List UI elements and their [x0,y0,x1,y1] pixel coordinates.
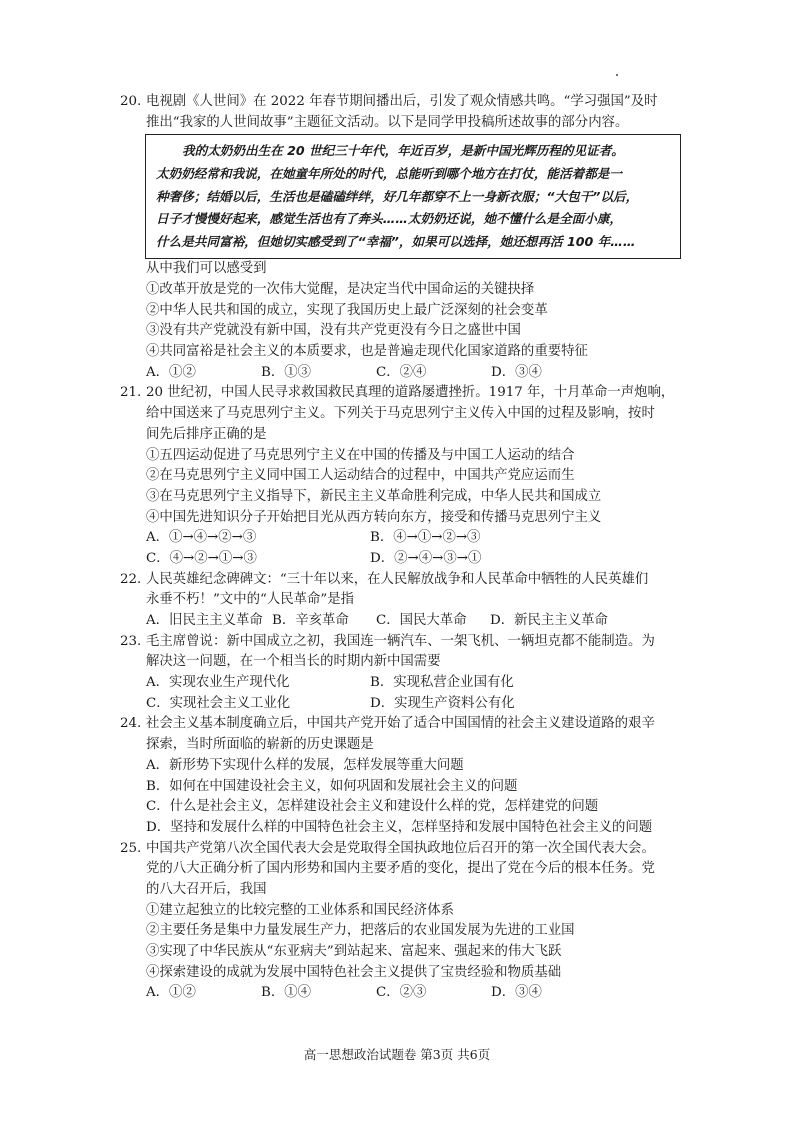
option-a[interactable]: A．①→④→②→③ [146,530,257,546]
statement-item: ④共同富裕是社会主义的本质要求，也是普遍走现代化国家道路的重要特征 [146,344,588,360]
question-stem: 中国共产党第八次全国代表大会是党取得全国执政地位后召开的第一次全国代表大会。 [146,840,655,856]
option-a[interactable]: A．①② [146,985,196,1001]
answer-options [146,363,680,384]
option-a[interactable]: A．①② [146,364,196,380]
question-20 [120,92,680,383]
option-a[interactable]: A．新形势下实现什么样的发展，怎样发展等重大问题 [146,757,464,773]
excerpt-line: 我的太奶奶出生在 20 世纪三十年代，年近百岁，是新中国光辉历程的见证者。 [182,143,624,159]
question-stem: 的八大召开后，我国 [146,881,267,897]
question-stem: 党的八大正确分析了国内形势和国内主要矛盾的变化，提出了党在今后的根本任务。党 [146,861,655,877]
question-21 [120,383,680,569]
statement-item: ④中国先进知识分子开始把目光从西方转向东方，接受和传播马克思列宁主义 [146,509,602,525]
option-c[interactable]: C．国民大革命 [376,613,467,629]
question-number: 25. [120,840,142,856]
statement-item: ②主要任务是集中力量发展生产力，把落后的农业国发展为先进的工业国 [146,923,575,939]
excerpt-line: 什么是共同富裕，但她切实感受到了“幸福”，如果可以选择，她还想再活 100 年…… [156,233,636,249]
page-footer: 高一思想政治试题卷 第3页 共6页 [303,1047,491,1062]
statement-item: ④探索建设的成就为发展中国特色社会主义提供了宝贵经验和物质基础 [146,964,562,980]
option-c[interactable]: C．什么是社会主义，怎样建设社会主义和建设什么样的党，怎样建党的问题 [146,799,599,815]
question-stem: 给中国送来了马克思列宁主义。下列关于马克思列宁主义传入中国的过程及影响，按时 [146,406,655,422]
answer-options-row [146,528,680,549]
answer-options-row [146,694,680,715]
question-23 [120,632,680,715]
question-24 [120,714,680,838]
option-b[interactable]: B．如何在中国建设社会主义，如何巩固和发展社会主义的问题 [146,778,518,794]
question-list [120,92,680,1004]
option-c[interactable]: C．实现社会主义工业化 [146,695,291,711]
statement-item: ①五四运动促进了马克思列宁主义在中国的传播及与中国工人运动的结合 [146,447,575,463]
option-d[interactable]: D．实现生产资料公有化 [370,695,515,711]
question-stem: 社会主义基本制度确立后，中国共产党开始了适合中国国情的社会主义建设道路的艰辛 [146,716,655,732]
excerpt-line: 太奶奶经常和我说，在她童年所处的时代，总能听到哪个地方在打仗，能活着都是一 [156,165,622,181]
option-b[interactable]: B．实现私营企业国有化 [370,675,514,691]
option-d[interactable]: D．②→④→③→① [370,550,482,566]
answer-options [146,611,680,632]
statement-item: ③没有共产党就没有新中国，没有共产党更没有今日之盛世中国 [146,323,521,339]
statement-item: ①建立起独立的比较完整的工业体系和国民经济体系 [146,902,454,918]
speck [616,74,618,76]
option-b[interactable]: B．④→①→②→③ [370,530,481,546]
answer-options-row [146,673,680,694]
option-d[interactable]: D．③④ [491,364,542,380]
question-stem: 永垂不朽！”文中的“人民革命”是指 [146,592,355,608]
question-stem: 间先后排序正确的是 [146,426,267,442]
question-stem: 人民英雄纪念碑碑文：“三十年以来，在人民解放战争和人民革命中牺牲的人民英雄们 [146,571,649,587]
question-number: 20. [120,94,142,109]
question-stem: 电视剧《人世间》在 2022 年春节期间播出后，引发了观众情感共鸣。“学习强国”及时 [146,94,658,109]
option-b[interactable]: B．辛亥革命 [272,613,349,629]
excerpt-line: 种奢侈；结婚以后，生活也是磕磕绊绊，好几年都穿不上一身新衣服；“大包干”以后， [156,188,639,204]
question-stem: 毛主席曾说：新中国成立之初，我国连一辆汽车、一架飞机、一辆坦克都不能制造。为 [146,633,655,649]
question-number: 21. [120,385,142,401]
question-stem: 解决这一问题，在一个相当长的时期内新中国需要 [146,654,441,670]
question-number: 22. [120,571,142,587]
statement-item: ②在马克思列宁主义同中国工人运动结合的过程中，中国共产党应运而生 [146,468,575,484]
answer-options [146,983,680,1004]
option-d[interactable]: D．③④ [491,985,542,1001]
question-25 [120,839,680,1005]
statement-item: ③实现了中华民族从“东亚病夫”到站起来、富起来、强起来的伟大飞跃 [146,944,562,960]
question-stem: 探索，当时所面临的崭新的历史课题是 [146,737,374,753]
option-b[interactable]: B．①③ [261,364,312,380]
question-stem: 20 世纪初，中国人民寻求救国救民真理的道路屡遭挫折。1917 年，十月革命一声炮响， [146,385,675,401]
option-c[interactable]: C．④→②→①→③ [146,550,257,566]
question-number: 24. [120,716,142,732]
question-prompt: 从中我们可以感受到 [146,261,267,277]
answer-options-row [146,549,680,570]
question-number: 23. [120,633,142,649]
option-c[interactable]: C．②④ [376,364,427,380]
option-b[interactable]: B．①④ [261,985,312,1001]
option-d[interactable]: D．新民主主义革命 [490,613,608,629]
option-a[interactable]: A．实现农业生产现代化 [146,675,290,691]
option-a[interactable]: A．旧民主主义革命 [146,613,263,629]
question-22 [120,570,680,632]
question-stem: 推出“我家的人世间故事”主题征文活动。以下是同学甲投稿所述故事的部分内容。 [146,114,629,130]
statement-item: ③在马克思列宁主义指导下，新民主主义革命胜利完成，中华人民共和国成立 [146,488,602,504]
story-excerpt-box [145,134,681,259]
option-d[interactable]: D．坚持和发展什么样的中国特色社会主义，怎样坚持和发展中国特色社会主义的问题 [146,819,653,835]
statement-item: ①改革开放是党的一次伟大觉醒，是决定当代中国命运的关键抉择 [146,282,535,298]
statement-item: ②中华人民共和国的成立，实现了我国历史上最广泛深刻的社会变革 [146,302,548,318]
excerpt-line: 日子才慢慢好起来，感觉生活也有了奔头……太奶奶还说，她不懂什么是全面小康， [156,211,622,227]
option-c[interactable]: C．②③ [376,985,427,1001]
